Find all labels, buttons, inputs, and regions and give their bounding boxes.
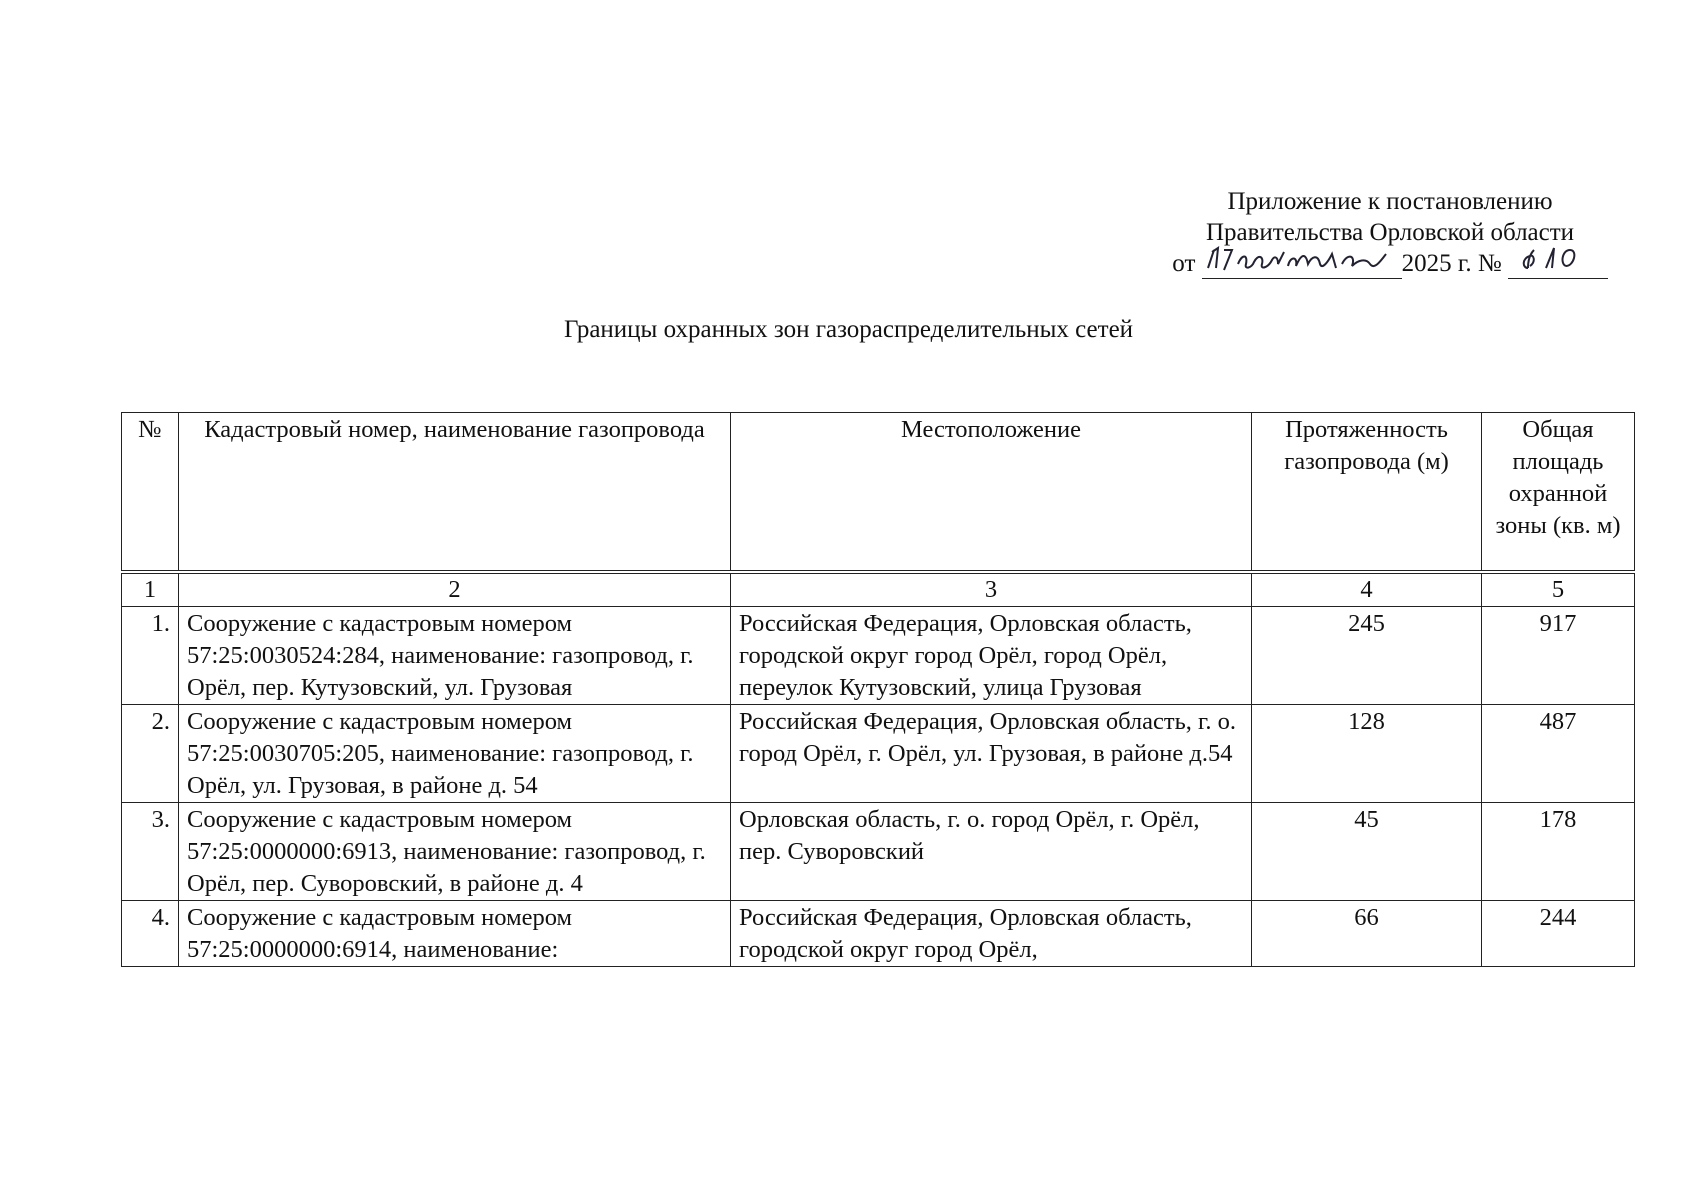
row-cadastral-name: Сооружение с кадастровым номером 57:25:0000000:6914, наименование: (179, 901, 731, 967)
header-number: № (122, 413, 179, 573)
table-column-numbers-row (122, 572, 1635, 607)
row-index: 2. (122, 705, 179, 803)
handwritten-number (1508, 248, 1608, 279)
row-index: 1. (122, 607, 179, 705)
date-year: 2025 г. № (1401, 250, 1502, 277)
row-location: Российская Федерация, Орловская область, городской округ город Орёл, город Орёл, переулок Кутузовский, улица Грузовая (731, 607, 1252, 705)
table-header-row (122, 413, 1635, 573)
row-cadastral-name: Сооружение с кадастровым номером 57:25:0000000:6913, наименование: газопровод, г. Орёл, пер. Суворовский, в районе д. 4 (179, 803, 731, 901)
column-number: 4 (1252, 572, 1482, 607)
header-location: Местоположение (731, 413, 1252, 573)
row-area: 178 (1482, 803, 1635, 901)
row-length: 45 (1252, 803, 1482, 901)
row-cadastral-name: Сооружение с кадастровым номером 57:25:0030524:284, наименование: газопровод, г. Орёл, пер. Кутузовский, ул. Грузовая (179, 607, 731, 705)
row-length: 245 (1252, 607, 1482, 705)
row-length: 66 (1252, 901, 1482, 967)
handwritten-date-ink (1202, 242, 1402, 276)
table-row (122, 803, 1635, 901)
column-number: 2 (179, 572, 731, 607)
row-area: 244 (1482, 901, 1635, 967)
header-length: Протяженность газопровода (м) (1252, 413, 1482, 573)
row-length: 128 (1252, 705, 1482, 803)
column-number: 3 (731, 572, 1252, 607)
table-row (122, 705, 1635, 803)
header-area: Общая площадь охранной зоны (кв. м) (1482, 413, 1635, 573)
document-title: Границы охранных зон газораспределительных сетей (563, 316, 1134, 343)
gas-zones-table (121, 412, 1635, 967)
table-row (122, 901, 1635, 967)
row-location: Российская Федерация, Орловская область, г. о. город Орёл, г. Орёл, ул. Грузовая, в районе д.54 (731, 705, 1252, 803)
date-prefix: от (1172, 250, 1196, 277)
row-location: Орловская область, г. о. город Орёл, г. Орёл, пер. Суворовский (731, 803, 1252, 901)
row-area: 917 (1482, 607, 1635, 705)
table-row (122, 607, 1635, 705)
row-area: 487 (1482, 705, 1635, 803)
appendix-line-2: Правительства Орловской области (1205, 219, 1575, 246)
appendix-header (1160, 186, 1620, 279)
handwritten-number-ink (1508, 242, 1608, 276)
appendix-date-line (1172, 248, 1607, 279)
header-cadastral-name: Кадастровый номер, наименование газопровода (179, 413, 731, 573)
row-cadastral-name: Сооружение с кадастровым номером 57:25:0030705:205, наименование: газопровод, г. Орёл, ул. Грузовая, в районе д. 54 (179, 705, 731, 803)
column-number: 1 (122, 572, 179, 607)
row-index: 4. (122, 901, 179, 967)
appendix-line-1: Приложение к постановлению (1227, 188, 1553, 215)
row-location: Российская Федерация, Орловская область, городской округ город Орёл, (731, 901, 1252, 967)
column-number: 5 (1482, 572, 1635, 607)
row-index: 3. (122, 803, 179, 901)
handwritten-date (1202, 248, 1402, 279)
